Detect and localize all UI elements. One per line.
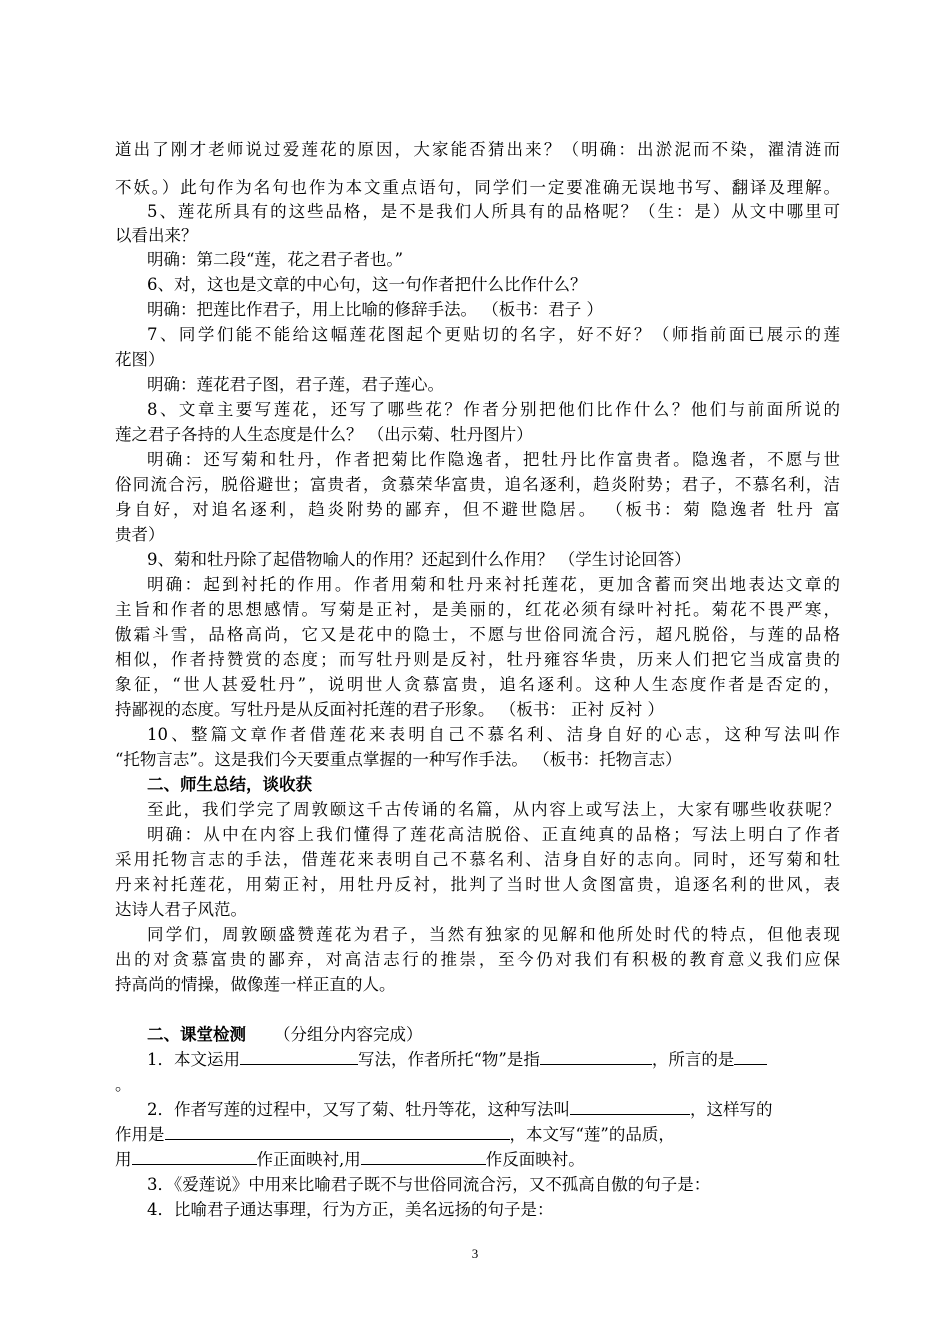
question-1 bbox=[147, 1048, 840, 1072]
text-line: 持鄙视的态度。写牡丹是从反面衬托莲的君子形象。 （板书： 正衬 反衬 ） bbox=[115, 700, 664, 719]
text-line: 贵者） bbox=[115, 525, 165, 544]
text-line: 采用托物言志的手法，借莲花来表明自己不慕名利、洁身自好的志向。同时，还写菊和牡 bbox=[115, 850, 840, 869]
section-heading: 二、师生总结，谈收获 bbox=[147, 775, 312, 794]
text-line: 不妖。）此句作为名句也作为本文重点语句，同学们一定要准确无误地书写、翻译及理解。 bbox=[115, 178, 840, 197]
answer-blank[interactable] bbox=[361, 1149, 486, 1165]
text-line: 6、对，这也是文章的中心句，这一句作者把什么比作什么？ bbox=[147, 275, 587, 294]
text-line: 身自好，对追名逐利，趋炎附势的鄙弃，但不避世隐居。 （板书：菊 隐逸者 牡丹 富 bbox=[115, 500, 840, 519]
text-line: 明确：从中在内容上我们懂得了莲花高洁脱俗、正直纯真的品格；写法上明白了作者 bbox=[147, 825, 840, 844]
question-2-text: 用 bbox=[115, 1150, 132, 1169]
text-line: 明确：把莲比作君子，用上比喻的修辞手法。 （板书：君子 ） bbox=[147, 300, 603, 319]
quiz-heading-text: 二、课堂检测 bbox=[147, 1025, 246, 1044]
text-line: 丹来衬托莲花，用菊正衬，用牡丹反衬，批判了当时世人贪图富贵，追逐名利的世风，表 bbox=[115, 875, 840, 894]
text-line: 花图） bbox=[115, 350, 165, 369]
text-line: 莲之君子各持的人生态度是什么？ （出示菊、牡丹图片） bbox=[115, 425, 533, 444]
text-line: 傲霜斗雪，品格高尚，它又是花中的隐士，不愿与世俗同流合污，超凡脱俗，与莲的品格 bbox=[115, 625, 840, 644]
answer-blank[interactable] bbox=[240, 1049, 358, 1065]
question-1-text: 1．本文运用 bbox=[147, 1050, 240, 1069]
text-line: 10、整篇文章作者借莲花来表明自己不慕名利、洁身自好的心志，这种写法叫作 bbox=[147, 725, 840, 744]
text-line: 8、文章主要写莲花，还写了哪些花？作者分别把他们比作什么？他们与前面所说的 bbox=[147, 400, 840, 419]
question-3: 3．《爱莲说》中用来比喻君子既不与世俗同流合污，又不孤高自傲的句子是： bbox=[147, 1175, 711, 1194]
text-line: 同学们，周敦颐盛赞莲花为君子，当然有独家的见解和他所处时代的特点，但他表现 bbox=[147, 925, 840, 944]
text-line: 7、同学们能不能给这幅莲花图起个更贴切的名字，好不好？（师指前面已展示的莲 bbox=[147, 325, 840, 344]
question-2 bbox=[147, 1098, 840, 1122]
text-line: 象征，“世人甚爱牡丹”，说明世人贪慕富贵，追名逐利。这种人生态度作者是否定的， bbox=[115, 675, 840, 694]
text-line: 俗同流合污，脱俗避世；富贵者，贪慕荣华富贵，追名逐利，趋炎附势；君子，不慕名利，洁 bbox=[115, 475, 840, 494]
text-line: 明确：第二段“莲，花之君子者也。” bbox=[147, 250, 404, 269]
question-2-text: 作用是 bbox=[115, 1125, 165, 1144]
question-2-text: 2．作者写莲的过程中，又写了菊、牡丹等花，这种写法叫 bbox=[147, 1100, 570, 1119]
text-line: 5、莲花所具有的这些品格，是不是我们人所具有的品格呢？（生：是）从文中哪里可 bbox=[147, 202, 840, 221]
text-line: 明确：起到衬托的作用。作者用菊和牡丹来衬托莲花，更加含蓄而突出地表达文章的 bbox=[147, 575, 840, 594]
question-2-text: 作正面映衬,用 bbox=[256, 1150, 361, 1169]
quiz-section-heading bbox=[147, 1023, 840, 1047]
quiz-heading-note: （分组分内容完成） bbox=[274, 1025, 423, 1044]
text-line: “托物言志”。这是我们今天要重点掌握的一种写作手法。 （板书：托物言志） bbox=[115, 750, 682, 769]
text-line: 主旨和作者的思想感情。写菊是正衬，是美丽的，红花必须有绿叶衬托。菊花不畏严寒， bbox=[115, 600, 840, 619]
text-line: 出的对贪慕富贵的鄙弃，对高洁志行的推崇，至今仍对我们有积极的教育意义我们应保 bbox=[115, 950, 840, 969]
text-line: 至此，我们学完了周敦颐这千古传诵的名篇，从内容上或写法上，大家有哪些收获呢？ bbox=[147, 800, 840, 819]
answer-blank[interactable] bbox=[570, 1099, 690, 1115]
text-line: 达诗人君子风范。 bbox=[115, 900, 247, 919]
question-2-text: 作反面映衬。 bbox=[485, 1150, 585, 1169]
question-2-text: ，这样写的 bbox=[690, 1100, 773, 1119]
text-line: 以看出来？ bbox=[115, 226, 198, 245]
question-4: 4．比喻君子通达事理，行为方正，美名远扬的句子是： bbox=[147, 1200, 554, 1219]
question-1-end: 。 bbox=[115, 1075, 132, 1094]
question-2-line2 bbox=[115, 1123, 840, 1147]
question-2-text: ，本文写“莲”的品质， bbox=[509, 1125, 675, 1144]
answer-blank[interactable] bbox=[734, 1049, 767, 1065]
question-2-line3 bbox=[115, 1148, 840, 1172]
question-1-text: 写法，作者所托“物”是指 bbox=[358, 1050, 540, 1069]
question-1-text: ，所言的是 bbox=[651, 1050, 735, 1069]
text-line: 明确：还写菊和牡丹，作者把菊比作隐逸者，把牡丹比作富贵者。隐逸者，不愿与世 bbox=[147, 450, 840, 469]
text-line: 明确：莲花君子图，君子莲，君子莲心。 bbox=[147, 375, 444, 394]
text-line: 道出了刚才老师说过爱莲花的原因，大家能否猜出来？（明确：出淤泥而不染，濯清涟而 bbox=[115, 140, 840, 159]
page-number: 3 bbox=[471, 1246, 479, 1261]
text-line: 相似，作者持赞赏的态度；而写牡丹则是反衬，牡丹雍容华贵，历来人们把它当成富贵的 bbox=[115, 650, 840, 669]
text-line: 持高尚的情操，做像莲一样正直的人。 bbox=[115, 975, 396, 994]
answer-blank[interactable] bbox=[540, 1049, 652, 1065]
text-line: 9、菊和牡丹除了起借物喻人的作用？还起到什么作用？ （学生讨论回答） bbox=[147, 550, 691, 569]
answer-blank[interactable] bbox=[132, 1149, 257, 1165]
answer-blank[interactable] bbox=[165, 1124, 510, 1140]
